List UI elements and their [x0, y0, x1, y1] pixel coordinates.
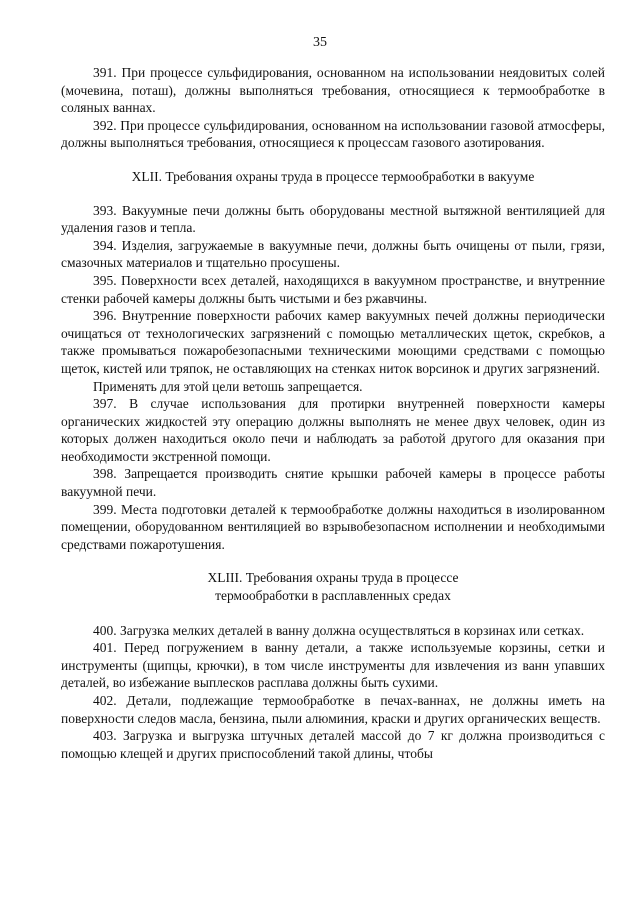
paragraph-393: 393. Вакуумные печи должны быть оборудованы местной вытяжной вентиляцией для удаления газов и тепла.: [61, 202, 605, 236]
paragraph-398: 398. Запрещается производить снятие крышки рабочей камеры в процессе работы вакуумной печи.: [61, 466, 605, 500]
section-heading-xlii: [61, 168, 605, 186]
paragraph-391: 391. При процессе сульфидирования, основанном на использовании неядовитых солей (мочевина, поташ), должны выполняться требования, относящиеся к термообработке в соляных ваннах.: [61, 65, 605, 116]
paragraph-402: 402. Детали, подлежащие термообработке в печах-ваннах, не должны иметь на поверхности следов масла, бензина, пыли алюминия, краски и других органических веществ.: [61, 693, 605, 726]
document-body: [61, 64, 605, 762]
paragraph-397: 397. В случае использования для протирки внутренней поверхности камеры органических жидкостей эту операцию должны выполнять не менее двух человек, один из которых должен находиться около печи и наблюдать за работой другого для оказания при необходимости экстренной помощи.: [61, 396, 605, 464]
page-number: 35: [313, 35, 327, 50]
paragraph-396-note: Применять для этой цели ветошь запрещается.: [93, 378, 363, 394]
paragraph-399: 399. Места подготовки деталей к термообработке должны находиться в изолированном помещении, оборудованном вентиляцией во взрывобезопасном исполнении и необходимыми средствами пожаротушения.: [61, 501, 605, 552]
paragraph-394: 394. Изделия, загружаемые в вакуумные печи, должны быть очищены от пыли, грязи, смазочных материалов и тщательно просушены.: [61, 237, 605, 271]
paragraph-403: 403. Загрузка и выгрузка штучных деталей массой до 7 кг должна производиться с помощью клещей и других приспособлений такой длины, чтобы: [61, 728, 605, 761]
section-heading-line: XLII. Требования охраны труда в процессе термообработки в вакууме: [131, 168, 535, 184]
paragraph-400: 400. Загрузка мелких деталей в ванну должна осуществляться в корзинах или сетках.: [93, 622, 585, 638]
paragraph-401: 401. Перед погружением в ванну детали, а также используемые корзины, сетки и инструменты (щипцы, крючки), в том числе инструменты для извлечения из ванн упавших деталей, во избежание выплесков расплава должны быть сухими.: [61, 640, 605, 691]
section-heading-xliii: [61, 569, 605, 604]
paragraph-392: 392. При процессе сульфидирования, основанном на использовании газовой атмосферы, должны выполняться требования, относящиеся к процессам газового азотирования.: [61, 117, 605, 151]
paragraph-395: 395. Поверхности всех деталей, находящихся в вакуумном пространстве, и внутренние стенки рабочей камеры должны быть чистыми и без ржавчины.: [61, 272, 605, 306]
section-heading-line: XLIII. Требования охраны труда в процессе: [207, 570, 459, 586]
section-heading-line: термообработки в расплавленных средах: [215, 588, 451, 604]
paragraph-396: 396. Внутренние поверхности рабочих камер вакуумных печей должны периодически очищаться от технологических загрязнений с помощью металлических щеток, скребков, а также промываться пожаробезопасными техническими моющими средствами с помощью щеток, кистей или тряпок, не оставляющих на стенках ниток ворсинок и других загрязнений.: [61, 308, 605, 376]
